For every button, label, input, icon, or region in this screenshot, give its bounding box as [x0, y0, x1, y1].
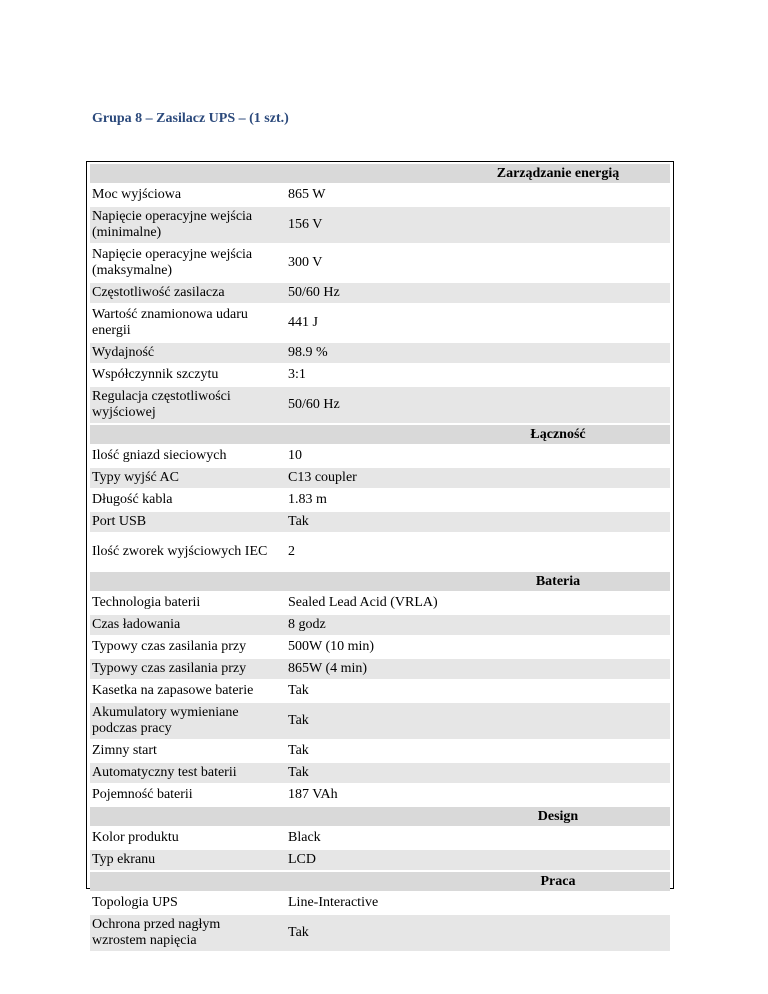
row-value: Tak	[280, 511, 670, 533]
table-row	[90, 206, 670, 244]
table-row	[90, 533, 670, 571]
row-label: Czas ładowania	[90, 614, 280, 636]
table-row	[90, 386, 670, 424]
row-label: Automatyczny test baterii	[90, 762, 280, 784]
table-row	[90, 762, 670, 784]
row-value: 50/60 Hz	[280, 386, 670, 424]
row-label: Wydajność	[90, 342, 280, 364]
table-row	[90, 592, 670, 614]
row-value: 865W (4 min)	[280, 658, 670, 680]
row-label: Napięcie operacyjne wejścia (maksymalne)	[90, 244, 280, 282]
section-title: Praca	[540, 873, 576, 889]
row-value: C13 coupler	[280, 467, 670, 489]
section-header	[90, 571, 670, 592]
row-label: Regulacja częstotliwości wyjściowej	[90, 386, 280, 424]
row-label: Topologia UPS	[90, 892, 280, 914]
row-label: Technologia baterii	[90, 592, 280, 614]
table-row	[90, 364, 670, 386]
row-value: 865 W	[280, 184, 670, 206]
section-title: Design	[537, 808, 579, 824]
section-header	[90, 806, 670, 827]
row-value: LCD	[280, 849, 670, 871]
row-value: 300 V	[280, 244, 670, 282]
table-row	[90, 244, 670, 282]
table-row	[90, 489, 670, 511]
row-value: 3:1	[280, 364, 670, 386]
section-header	[90, 424, 670, 445]
row-value: 98.9 %	[280, 342, 670, 364]
section-title: Zarządzanie energią	[496, 165, 620, 181]
section-header	[90, 871, 670, 892]
row-value: 1.83 m	[280, 489, 670, 511]
row-label: Ochrona przed nagłym wzrostem napięcia	[90, 914, 280, 952]
table-row	[90, 784, 670, 806]
table-row	[90, 467, 670, 489]
row-value: 156 V	[280, 206, 670, 244]
table-row	[90, 658, 670, 680]
table-row	[90, 636, 670, 658]
row-value: 500W (10 min)	[280, 636, 670, 658]
row-value: Tak	[280, 680, 670, 702]
row-label: Zimny start	[90, 740, 280, 762]
table-row	[90, 827, 670, 849]
row-label: Moc wyjściowa	[90, 184, 280, 206]
row-value: 2	[280, 533, 670, 571]
row-label: Typ ekranu	[90, 849, 280, 871]
table-row	[90, 184, 670, 206]
section-title: Bateria	[535, 573, 581, 589]
row-value: Black	[280, 827, 670, 849]
row-label: Akumulatory wymieniane podczas pracy	[90, 702, 280, 740]
row-value: Tak	[280, 702, 670, 740]
table-row	[90, 680, 670, 702]
section-header	[90, 164, 670, 184]
row-value: 10	[280, 445, 670, 467]
table-row	[90, 914, 670, 952]
row-value: 50/60 Hz	[280, 282, 670, 304]
table-row	[90, 614, 670, 636]
row-value: Tak	[280, 740, 670, 762]
table-row	[90, 892, 670, 914]
table-row	[90, 849, 670, 871]
table-row	[90, 445, 670, 467]
document-heading: Grupa 8 – Zasilacz UPS – (1 szt.)	[92, 111, 289, 126]
row-label: Typy wyjść AC	[90, 467, 280, 489]
table-row	[90, 342, 670, 364]
table-row	[90, 511, 670, 533]
row-label: Długość kabla	[90, 489, 280, 511]
section-title: Łączność	[530, 426, 586, 442]
row-value: Tak	[280, 762, 670, 784]
row-label: Pojemność baterii	[90, 784, 280, 806]
row-label: Współczynnik szczytu	[90, 364, 280, 386]
row-label: Ilość zworek wyjściowych IEC	[90, 533, 280, 571]
row-value: 8 godz	[280, 614, 670, 636]
row-label: Kasetka na zapasowe baterie	[90, 680, 280, 702]
table-row	[90, 702, 670, 740]
specification-box	[86, 161, 674, 948]
row-value: Line-Interactive	[280, 892, 670, 914]
row-label: Typowy czas zasilania przy	[90, 636, 280, 658]
row-label: Częstotliwość zasilacza	[90, 282, 280, 304]
row-value: Tak	[280, 914, 670, 952]
row-label: Typowy czas zasilania przy	[90, 658, 280, 680]
row-label: Wartość znamionowa udaru energii	[90, 304, 280, 342]
table-row	[90, 740, 670, 762]
table-row	[90, 304, 670, 342]
row-value: 187 VAh	[280, 784, 670, 806]
row-value: Sealed Lead Acid (VRLA)	[280, 592, 670, 614]
row-value: 441 J	[280, 304, 670, 342]
specification-table	[90, 164, 670, 953]
row-label: Ilość gniazd sieciowych	[90, 445, 280, 467]
row-label: Kolor produktu	[90, 827, 280, 849]
row-label: Napięcie operacyjne wejścia (minimalne)	[90, 206, 280, 244]
row-label: Port USB	[90, 511, 280, 533]
table-row	[90, 282, 670, 304]
